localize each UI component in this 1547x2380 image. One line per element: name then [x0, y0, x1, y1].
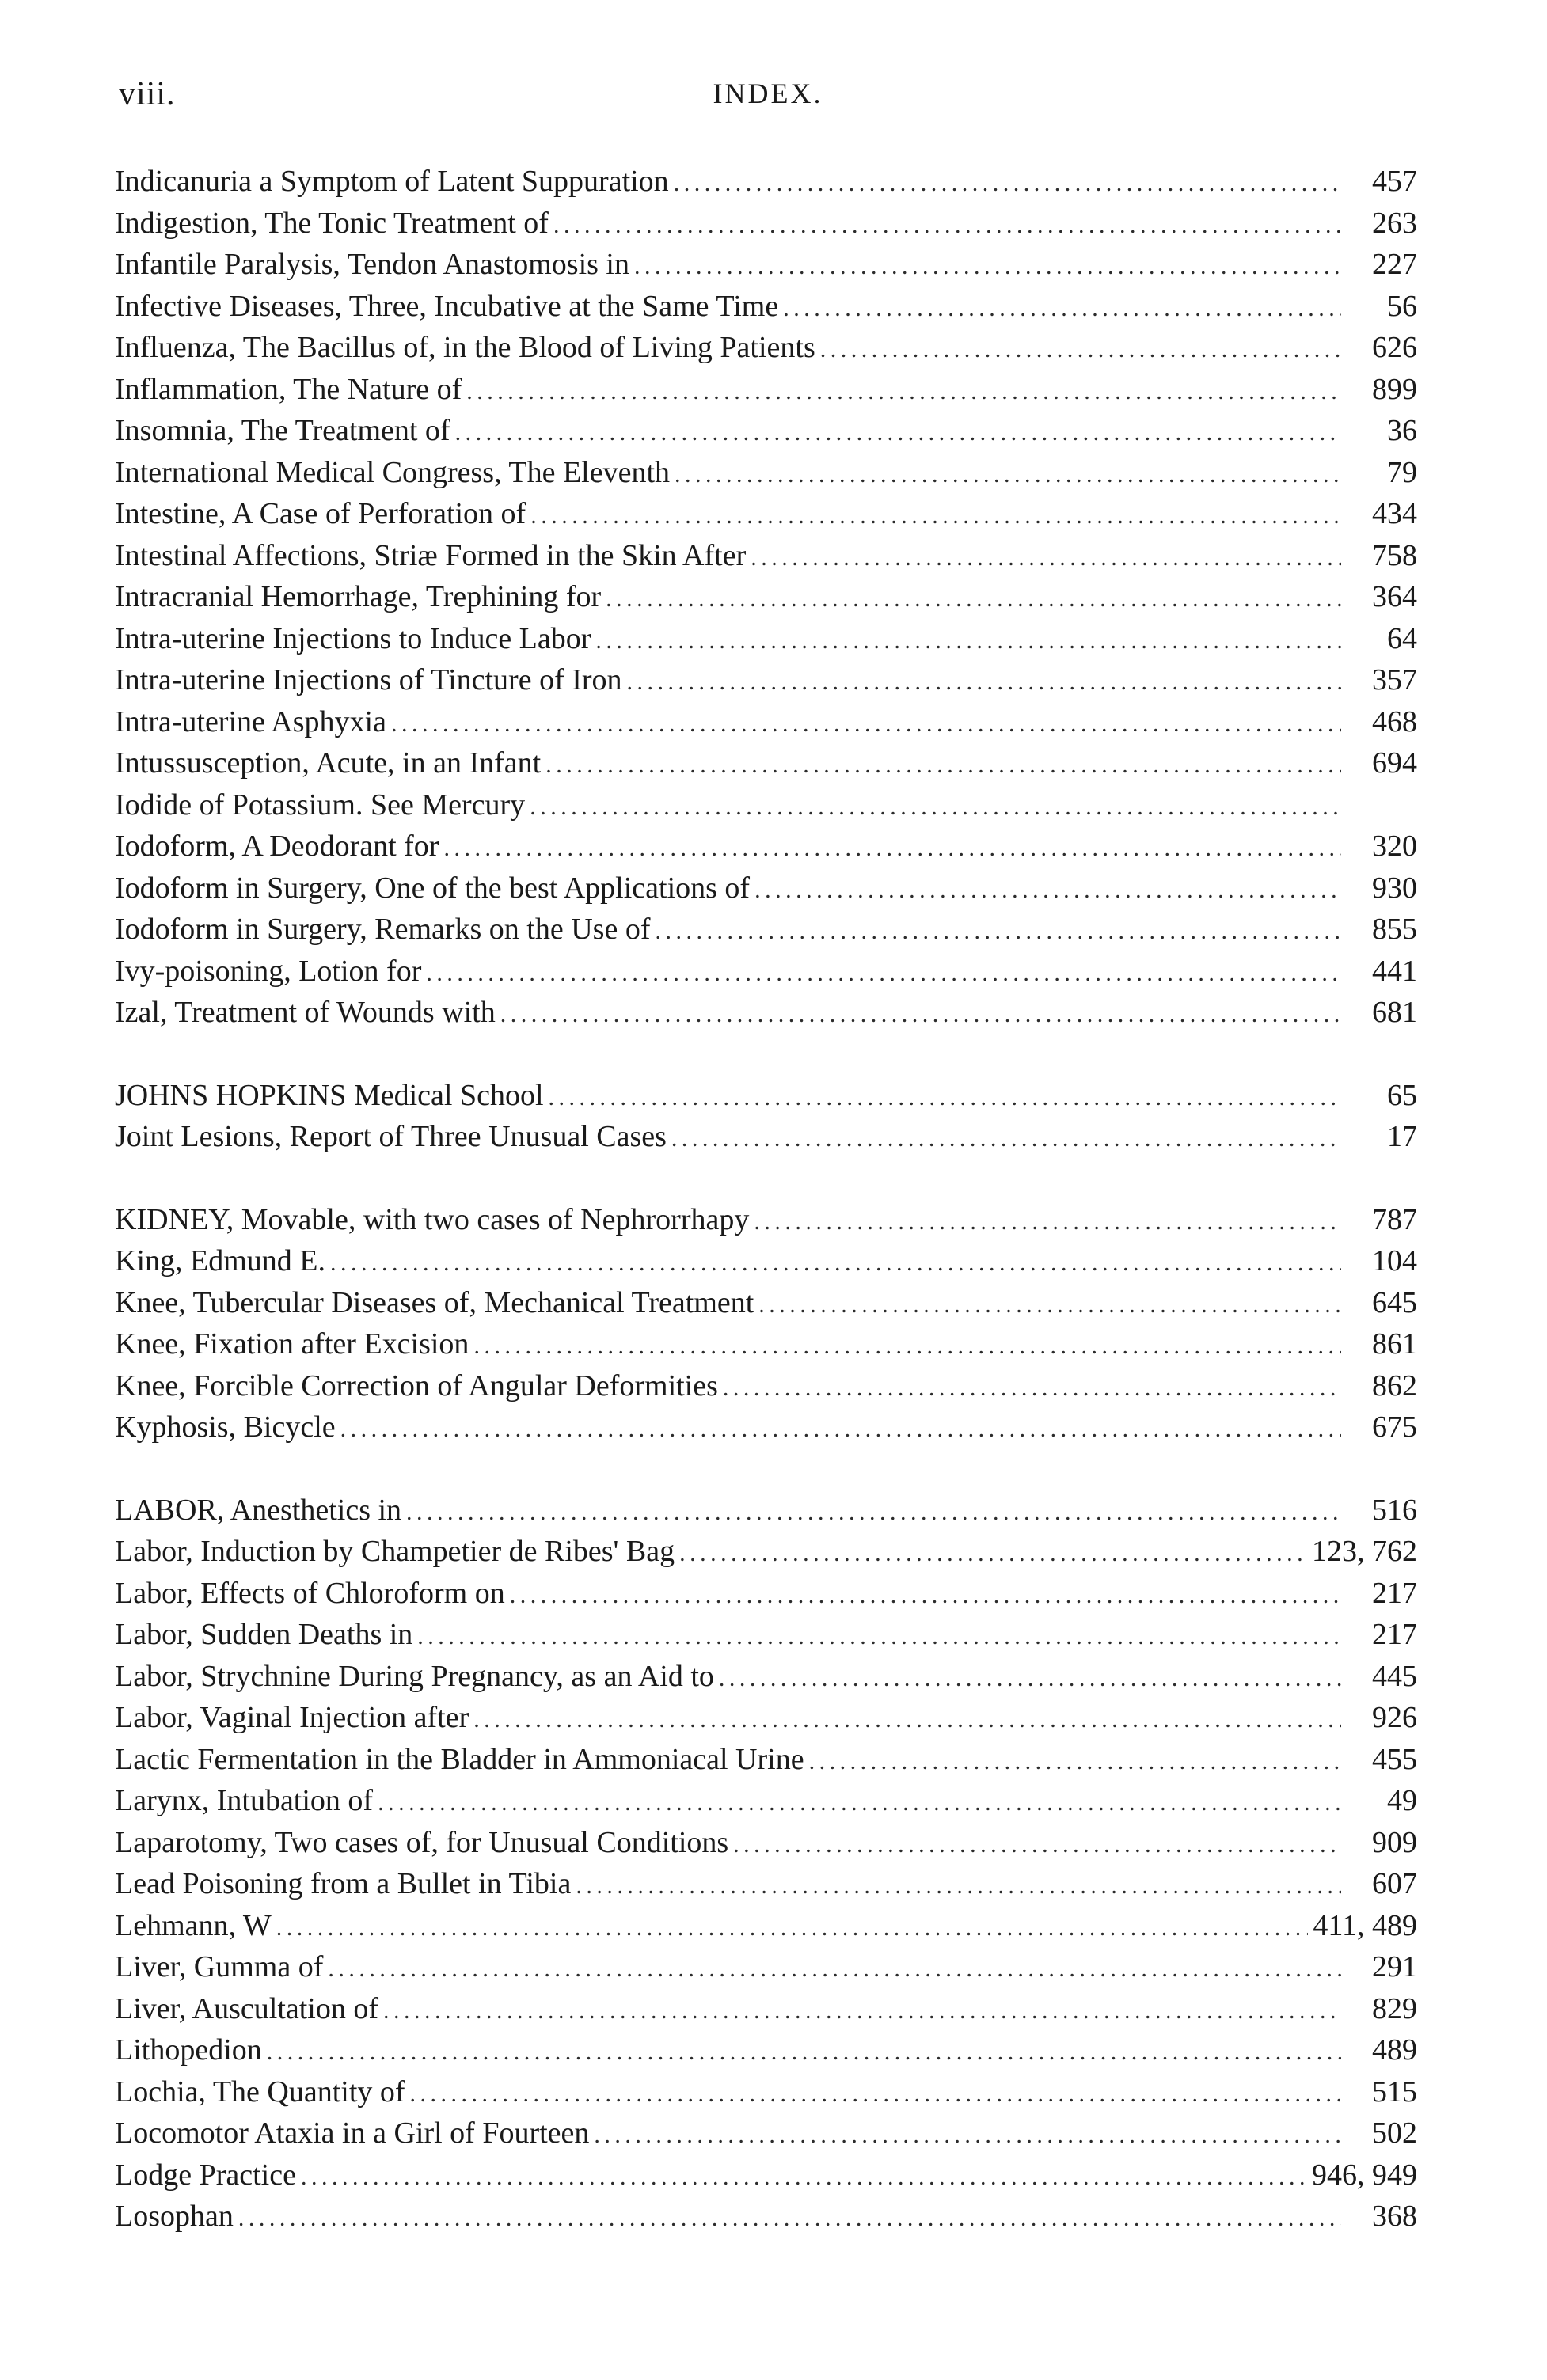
dot-leader	[383, 1991, 1341, 2033]
entry-page-number: 516	[1372, 1493, 1417, 1527]
entry-page-number: 17	[1387, 1120, 1417, 1153]
dot-leader	[455, 412, 1341, 454]
dot-leader	[473, 1326, 1341, 1368]
dot-leader	[754, 870, 1341, 912]
entry-title: King, Edmund E.	[115, 1244, 325, 1277]
dot-leader	[783, 288, 1341, 330]
entry-page-number: 515	[1372, 2074, 1417, 2109]
entry-page-number: 899	[1372, 372, 1417, 406]
entry-title: Iodide of Potassium. See Mercury	[115, 788, 526, 822]
entry-page-number: 758	[1372, 538, 1417, 572]
index-entry	[115, 2196, 1417, 2238]
entry-page-number: 445	[1372, 1659, 1417, 1693]
dot-leader	[553, 205, 1341, 247]
entry-page-number: 357	[1372, 663, 1417, 697]
index-section	[115, 1490, 1417, 2238]
entry-page-number: 364	[1372, 580, 1417, 613]
entry-title: LABOR, Anesthetics in	[115, 1493, 402, 1527]
entry-title: International Medical Congress, The Eleventh	[115, 455, 671, 489]
index-entry	[115, 244, 1417, 286]
index-entry	[115, 2029, 1417, 2071]
entry-title: Liver, Auscultation of	[115, 1991, 379, 2025]
entry-title: Knee, Fixation after Excision	[115, 1327, 469, 1361]
entry-title: Intra-uterine Asphyxia	[115, 704, 386, 738]
running-head: INDEX.	[713, 78, 823, 109]
index-entry	[115, 1656, 1417, 1698]
entry-title: Labor, Sudden Deaths in	[115, 1618, 413, 1651]
entry-title: Labor, Vaginal Injection after	[115, 1701, 469, 1734]
index-entry	[115, 1863, 1417, 1905]
entry-page-number: 862	[1372, 1368, 1417, 1403]
index-entry	[115, 1822, 1417, 1864]
entry-title: Labor, Effects of Chloroform on	[115, 1576, 505, 1610]
dot-leader	[510, 1575, 1341, 1617]
entry-title: Influenza, The Bacillus of, in the Blood of Living Patients	[115, 331, 815, 364]
entry-title: Lithopedion	[115, 2033, 262, 2067]
entry-page-number: 79	[1387, 455, 1417, 489]
entry-title: Losophan	[115, 2200, 234, 2233]
page-number: viii.	[119, 76, 176, 112]
entry-page-number: 489	[1372, 2033, 1417, 2067]
entry-page-number: 123, 762	[1312, 1535, 1417, 1568]
entry-title: Indicanuria a Symptom of Latent Suppuration	[115, 165, 669, 198]
dot-leader	[426, 953, 1341, 995]
dot-leader	[267, 2032, 1341, 2074]
index-entry	[115, 951, 1417, 993]
index-entry	[115, 784, 1417, 826]
entry-title: Intestine, A Case of Perforation of	[115, 497, 526, 530]
entry-title: Intra-uterine Injections to Induce Labor	[115, 621, 591, 655]
entry-page-number: 104	[1372, 1244, 1417, 1277]
dot-leader	[733, 1824, 1341, 1866]
entry-page-number: 263	[1372, 206, 1417, 240]
dot-leader	[276, 1907, 1309, 1949]
entry-title: Locomotor Ataxia in a Girl of Fourteen	[115, 2116, 590, 2150]
dot-leader	[820, 329, 1341, 371]
entry-title: Iodoform in Surgery, One of the best Applications of	[115, 871, 751, 905]
entry-title: Intestinal Affections, Striæ Formed in the Skin After	[115, 538, 747, 572]
dot-leader	[674, 163, 1341, 205]
index-entry	[115, 161, 1417, 203]
dot-leader	[675, 454, 1341, 496]
index-entry	[115, 1282, 1417, 1324]
entry-page-number: 626	[1372, 331, 1417, 364]
entry-page-number: 65	[1387, 1078, 1417, 1112]
index-entry	[115, 1988, 1417, 2030]
index-entry	[115, 1240, 1417, 1282]
dot-leader	[545, 745, 1341, 787]
entry-title: JOHNS HOPKINS Medical School	[115, 1078, 544, 1112]
entry-title: Lodge Practice	[115, 2158, 296, 2192]
entry-page-number: 930	[1372, 871, 1417, 905]
dot-leader	[671, 1118, 1341, 1160]
index-entry	[115, 369, 1417, 411]
dot-leader	[634, 246, 1341, 288]
entry-title: Larynx, Intubation of	[115, 1784, 374, 1817]
index-entry	[115, 1199, 1417, 1241]
index-section	[115, 161, 1417, 1034]
dot-leader	[330, 1243, 1341, 1285]
index-entry	[115, 286, 1417, 328]
index-entry	[115, 493, 1417, 535]
dot-leader	[549, 1077, 1342, 1119]
dot-leader	[627, 662, 1341, 704]
index-entry	[115, 1780, 1417, 1822]
entry-page-number: 787	[1372, 1202, 1417, 1236]
entry-title: Infantile Paralysis, Tendon Anastomosis in	[115, 248, 629, 281]
entry-page-number: 227	[1372, 248, 1417, 281]
index-entry	[115, 909, 1417, 951]
entry-title: Lead Poisoning from a Bullet in Tibia	[115, 1867, 572, 1900]
index-entry	[115, 327, 1417, 369]
index-entry	[115, 1490, 1417, 1532]
dot-leader	[500, 994, 1341, 1036]
entry-title: Labor, Induction by Champetier de Ribes' Bag	[115, 1535, 675, 1568]
dot-leader	[328, 1949, 1341, 1991]
entry-title: Laparotomy, Two cases of, for Unusual Conditions	[115, 1825, 729, 1859]
dot-leader	[378, 1782, 1341, 1824]
index-section	[115, 1199, 1417, 1448]
index-entry	[115, 867, 1417, 909]
index-entry	[115, 1531, 1417, 1573]
entry-page-number: 607	[1372, 1867, 1417, 1900]
entry-page-number: 861	[1372, 1327, 1417, 1361]
dot-leader	[473, 1699, 1341, 1741]
index-entry	[115, 826, 1417, 867]
entry-title: Lactic Fermentation in the Bladder in Ammoniacal Urine	[115, 1742, 804, 1776]
page-header	[119, 75, 1417, 123]
entry-title: Lehmann, W	[115, 1908, 272, 1942]
dot-leader	[719, 1658, 1341, 1700]
entry-page-number: 855	[1372, 913, 1417, 946]
dot-leader	[301, 2157, 1307, 2199]
index-entry	[115, 1365, 1417, 1407]
entry-title: Iodoform in Surgery, Remarks on the Use of	[115, 913, 651, 946]
dot-leader	[594, 2115, 1341, 2157]
entry-title: Insomnia, The Treatment of	[115, 414, 450, 447]
entry-page-number: 217	[1372, 1618, 1417, 1651]
entry-title: Intracranial Hemorrhage, Trephining for	[115, 580, 602, 613]
entry-page-number: 829	[1372, 1991, 1417, 2025]
dot-leader	[723, 1368, 1341, 1410]
entry-title: Izal, Treatment of Wounds with	[115, 996, 496, 1029]
entry-title: KIDNEY, Movable, with two cases of Nephrorrhapy	[115, 1202, 750, 1236]
entry-page-number: 64	[1387, 621, 1417, 655]
index-entry	[115, 659, 1417, 701]
dot-leader	[406, 1492, 1341, 1534]
entry-page-number: 434	[1372, 497, 1417, 530]
index-entry	[115, 1323, 1417, 1365]
index-section	[115, 1075, 1417, 1158]
index-entry	[115, 1406, 1417, 1448]
dot-leader	[530, 495, 1341, 537]
entry-page-number: 694	[1372, 746, 1417, 780]
dot-leader	[530, 787, 1341, 829]
entry-title: Indigestion, The Tonic Treatment of	[115, 206, 549, 240]
entry-page-number: 502	[1372, 2116, 1417, 2150]
entry-page-number: 468	[1372, 704, 1417, 738]
index-entry	[115, 1946, 1417, 1988]
entry-page-number: 455	[1372, 1742, 1417, 1776]
index-entry	[115, 1116, 1417, 1158]
entry-page-number: 411, 489	[1313, 1908, 1417, 1942]
entry-page-number: 457	[1372, 165, 1417, 198]
entry-title: Intra-uterine Injections of Tincture of Iron	[115, 663, 622, 697]
entry-title: Liver, Gumma of	[115, 1950, 324, 1983]
dot-leader	[809, 1741, 1341, 1783]
entry-page-number: 36	[1387, 414, 1417, 447]
entry-title: Knee, Tubercular Diseases of, Mechanical Treatment	[115, 1285, 754, 1319]
index-entry	[115, 701, 1417, 743]
index-entry	[115, 535, 1417, 577]
entry-page-number: 320	[1372, 829, 1417, 863]
dot-leader	[443, 828, 1341, 870]
entry-title: Inflammation, The Nature of	[115, 372, 462, 406]
entry-title: Intussusception, Acute, in an Infant	[115, 746, 542, 780]
dot-leader	[410, 2074, 1341, 2116]
entry-page-number: 645	[1372, 1285, 1417, 1319]
dot-leader	[340, 1409, 1341, 1451]
entry-page-number: 926	[1372, 1701, 1417, 1734]
dot-leader	[595, 621, 1341, 662]
index-entry	[115, 1075, 1417, 1117]
index-entry	[115, 2071, 1417, 2113]
entry-page-number: 681	[1372, 996, 1417, 1029]
entry-page-number: 56	[1387, 289, 1417, 323]
index-entry	[115, 2154, 1417, 2196]
entry-page-number: 291	[1372, 1950, 1417, 1983]
entry-title: Iodoform, A Deodorant for	[115, 829, 439, 863]
dot-leader	[656, 911, 1342, 953]
index-entry	[115, 2112, 1417, 2154]
dot-leader	[391, 704, 1341, 746]
index-entry	[115, 1614, 1417, 1656]
dot-leader	[754, 1201, 1341, 1243]
dot-leader	[238, 2198, 1341, 2240]
index-list	[115, 161, 1417, 2238]
index-entry	[115, 1739, 1417, 1781]
entry-page-number: 368	[1372, 2200, 1417, 2233]
dot-leader	[758, 1285, 1341, 1327]
dot-leader	[576, 1866, 1341, 1907]
index-entry	[115, 203, 1417, 245]
index-entry	[115, 1905, 1417, 1947]
dot-leader	[417, 1616, 1341, 1658]
entry-page-number: 217	[1372, 1576, 1417, 1610]
index-entry	[115, 992, 1417, 1034]
entry-page-number: 441	[1372, 954, 1417, 988]
index-entry	[115, 1697, 1417, 1739]
entry-title: Kyphosis, Bicycle	[115, 1410, 336, 1444]
entry-page-number: 946, 949	[1312, 2158, 1417, 2192]
entry-page-number: 49	[1387, 1784, 1417, 1817]
entry-title: Labor, Strychnine During Pregnancy, as an Aid to	[115, 1659, 714, 1693]
dot-leader	[466, 371, 1341, 413]
entry-title: Joint Lesions, Report of Three Unusual Cases	[115, 1120, 667, 1153]
index-entry	[115, 618, 1417, 660]
entry-page-number: 909	[1372, 1825, 1417, 1859]
dot-leader	[751, 537, 1341, 579]
index-entry	[115, 410, 1417, 452]
entry-page-number: 675	[1372, 1410, 1417, 1444]
entry-title: Infective Diseases, Three, Incubative at the Same Time	[115, 289, 779, 323]
entry-title: Ivy-poisoning, Lotion for	[115, 954, 422, 988]
index-entry	[115, 452, 1417, 494]
index-entry	[115, 742, 1417, 784]
dot-leader	[679, 1533, 1307, 1575]
entry-title: Lochia, The Quantity of	[115, 2074, 405, 2109]
index-entry	[115, 1573, 1417, 1615]
index-entry	[115, 576, 1417, 618]
dot-leader	[606, 579, 1341, 621]
entry-title: Knee, Forcible Correction of Angular Deformities	[115, 1368, 718, 1403]
